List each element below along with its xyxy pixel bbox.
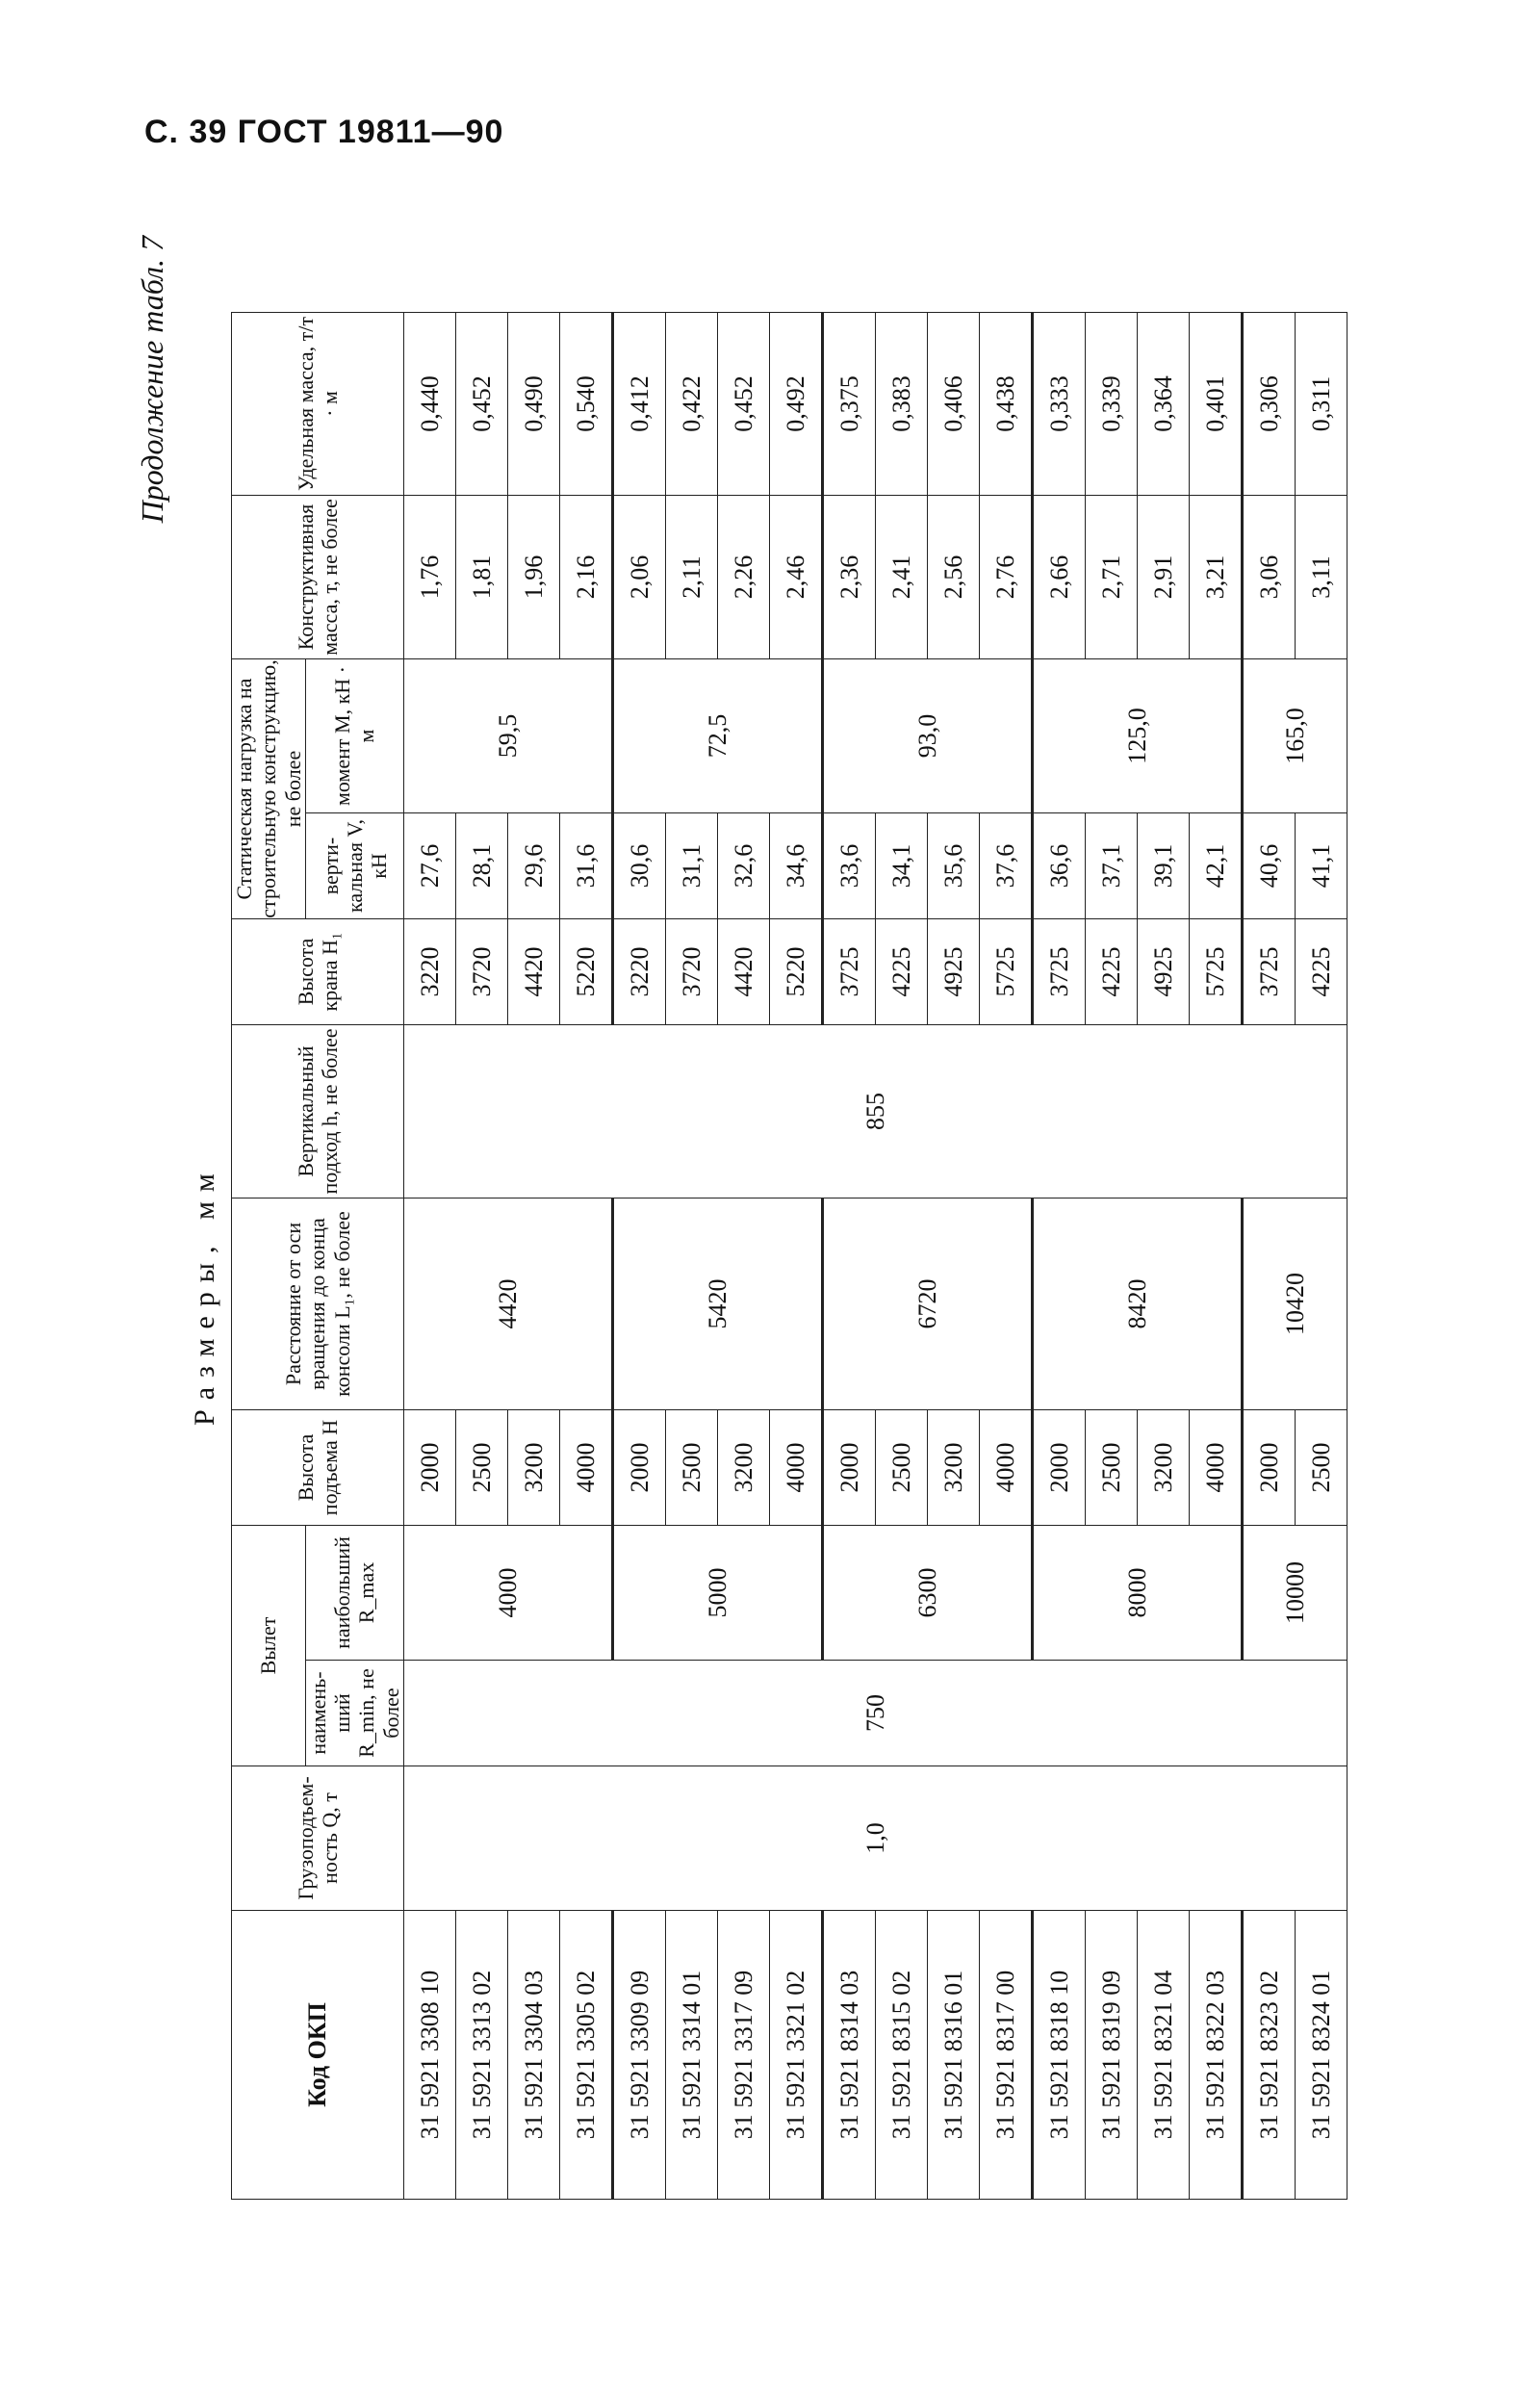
cell-structural-mass: 2,66 xyxy=(1033,496,1086,659)
cell-code: 31 5921 3314 01 xyxy=(666,1911,718,2200)
cell-moment: 59,5 xyxy=(404,659,613,813)
cell-crane-height: 4420 xyxy=(718,919,770,1025)
cell-code: 31 5921 8324 01 xyxy=(1296,1911,1348,2200)
cell-distance-l1: 4420 xyxy=(404,1198,613,1410)
cell-reach-max: 10000 xyxy=(1243,1526,1348,1661)
cell-lift-height: 2500 xyxy=(1296,1410,1348,1526)
cell-lift-height: 3200 xyxy=(718,1410,770,1526)
cell-structural-mass: 3,21 xyxy=(1190,496,1243,659)
cell-moment: 165,0 xyxy=(1243,659,1348,813)
cell-crane-height: 3720 xyxy=(666,919,718,1025)
header-vertical-force: вертикальная V, кН xyxy=(305,813,403,919)
cell-vertical-force: 28,1 xyxy=(456,813,508,919)
cell-crane-height: 3725 xyxy=(823,919,876,1025)
header-reach-min: наименьший R_min, не более xyxy=(305,1661,403,1766)
cell-lift-height: 2000 xyxy=(404,1410,456,1526)
header-crane-height: Высота крана H₁ xyxy=(232,919,404,1025)
cell-lift-height: 2500 xyxy=(666,1410,718,1526)
header-capacity: Грузоподъемность Q, т xyxy=(232,1766,404,1911)
cell-lift-height: 3200 xyxy=(928,1410,980,1526)
table-caption: Продолжение табл. 7 xyxy=(135,236,169,524)
cell-reach-max: 5000 xyxy=(613,1526,823,1661)
table-row xyxy=(823,313,876,2200)
cell-vertical-force: 35,6 xyxy=(928,813,980,919)
cell-reach-max: 8000 xyxy=(1033,1526,1243,1661)
cell-crane-height: 4225 xyxy=(876,919,928,1025)
header-static-load: Статическая нагрузка на строительную конструкцию, не более xyxy=(232,659,305,918)
cell-structural-mass: 1,76 xyxy=(404,496,456,659)
cell-vertical-force: 34,6 xyxy=(770,813,823,919)
cell-code: 31 5921 3313 02 xyxy=(456,1911,508,2200)
cell-specific-mass: 0,364 xyxy=(1138,313,1190,496)
cell-reach-max: 6300 xyxy=(823,1526,1033,1661)
cell-lift-height: 2000 xyxy=(1243,1410,1296,1526)
cell-vertical-force: 30,6 xyxy=(613,813,666,919)
header-vertical-approach: Вертикальный подход h, не более xyxy=(232,1025,404,1198)
cell-specific-mass: 0,401 xyxy=(1190,313,1243,496)
rotated-table-area xyxy=(135,217,1434,2200)
cell-code: 31 5921 3317 09 xyxy=(718,1911,770,2200)
cell-structural-mass: 2,11 xyxy=(666,496,718,659)
table-row xyxy=(613,313,666,2200)
cell-specific-mass: 0,452 xyxy=(456,313,508,496)
cell-structural-mass: 2,41 xyxy=(876,496,928,659)
cell-capacity: 1,0 xyxy=(404,1766,1348,1911)
cell-structural-mass: 2,36 xyxy=(823,496,876,659)
cell-crane-height: 3725 xyxy=(1243,919,1296,1025)
cell-crane-height: 5725 xyxy=(980,919,1033,1025)
table-body xyxy=(404,313,1348,2200)
cell-specific-mass: 0,412 xyxy=(613,313,666,496)
header-moment: момент M, кН · м xyxy=(305,659,403,813)
dimensions-title: Размеры, мм xyxy=(189,1164,220,1426)
cell-crane-height: 4925 xyxy=(1138,919,1190,1025)
cell-structural-mass: 2,71 xyxy=(1086,496,1138,659)
table-row xyxy=(1033,313,1086,2200)
cell-specific-mass: 0,339 xyxy=(1086,313,1138,496)
cell-crane-height: 4925 xyxy=(928,919,980,1025)
header-specific-mass: Удельная масса, т/т · м xyxy=(232,313,404,496)
cell-lift-height: 2500 xyxy=(456,1410,508,1526)
header-row-1 xyxy=(232,313,306,2200)
cell-vertical-force: 31,1 xyxy=(666,813,718,919)
cell-code: 31 5921 3308 10 xyxy=(404,1911,456,2200)
cell-moment: 72,5 xyxy=(613,659,823,813)
cell-vertical-force: 32,6 xyxy=(718,813,770,919)
cell-structural-mass: 2,16 xyxy=(560,496,613,659)
cell-structural-mass: 3,06 xyxy=(1243,496,1296,659)
cell-distance-l1: 6720 xyxy=(823,1198,1033,1410)
cell-specific-mass: 0,311 xyxy=(1296,313,1348,496)
cell-distance-l1: 8420 xyxy=(1033,1198,1243,1410)
cell-specific-mass: 0,490 xyxy=(508,313,560,496)
rotated-content xyxy=(135,217,1434,2200)
cell-vertical-force: 31,6 xyxy=(560,813,613,919)
cell-crane-height: 3725 xyxy=(1033,919,1086,1025)
cell-moment: 125,0 xyxy=(1033,659,1243,813)
cell-reach-min: 750 xyxy=(404,1661,1348,1766)
cell-code: 31 5921 8321 04 xyxy=(1138,1911,1190,2200)
cell-specific-mass: 0,540 xyxy=(560,313,613,496)
header-lift-height: Высота подъема H xyxy=(232,1410,404,1526)
cell-code: 31 5921 3309 09 xyxy=(613,1911,666,2200)
cell-code: 31 5921 8322 03 xyxy=(1190,1911,1243,2200)
cell-lift-height: 4000 xyxy=(980,1410,1033,1526)
cell-crane-height: 4420 xyxy=(508,919,560,1025)
cell-crane-height: 3220 xyxy=(404,919,456,1025)
cell-vertical-force: 41,1 xyxy=(1296,813,1348,919)
cell-distance-l1: 10420 xyxy=(1243,1198,1348,1410)
header-code: Код ОКП xyxy=(232,1911,404,2200)
cell-crane-height: 5220 xyxy=(560,919,613,1025)
cell-vertical-force: 37,1 xyxy=(1086,813,1138,919)
cell-specific-mass: 0,306 xyxy=(1243,313,1296,496)
cell-distance-l1: 5420 xyxy=(613,1198,823,1410)
cell-lift-height: 3200 xyxy=(1138,1410,1190,1526)
cell-crane-height: 4225 xyxy=(1296,919,1348,1025)
table-row xyxy=(404,313,456,2200)
cell-lift-height: 4000 xyxy=(560,1410,613,1526)
cell-code: 31 5921 8319 09 xyxy=(1086,1911,1138,2200)
cell-structural-mass: 2,76 xyxy=(980,496,1033,659)
cell-code: 31 5921 8314 03 xyxy=(823,1911,876,2200)
cell-lift-height: 4000 xyxy=(770,1410,823,1526)
cell-lift-height: 2500 xyxy=(876,1410,928,1526)
cell-lift-height: 4000 xyxy=(1190,1410,1243,1526)
cell-structural-mass: 3,11 xyxy=(1296,496,1348,659)
cell-vertical-force: 36,6 xyxy=(1033,813,1086,919)
cell-reach-max: 4000 xyxy=(404,1526,613,1661)
cell-code: 31 5921 8316 01 xyxy=(928,1911,980,2200)
cell-structural-mass: 2,46 xyxy=(770,496,823,659)
cell-code: 31 5921 3305 02 xyxy=(560,1911,613,2200)
cell-vertical-force: 37,6 xyxy=(980,813,1033,919)
cell-lift-height: 3200 xyxy=(508,1410,560,1526)
cell-code: 31 5921 8317 00 xyxy=(980,1911,1033,2200)
cell-crane-height: 5725 xyxy=(1190,919,1243,1025)
cell-vertical-approach: 855 xyxy=(404,1025,1348,1198)
crane-spec-table xyxy=(231,312,1348,2200)
header-reach-max: наибольший R_max xyxy=(305,1526,403,1661)
cell-vertical-force: 40,6 xyxy=(1243,813,1296,919)
cell-code: 31 5921 3321 02 xyxy=(770,1911,823,2200)
cell-code: 31 5921 8315 02 xyxy=(876,1911,928,2200)
header-reach: Вылет xyxy=(232,1526,306,1766)
header-structural-mass: Конструктивная масса, т, не более xyxy=(232,496,404,659)
cell-vertical-force: 42,1 xyxy=(1190,813,1243,919)
cell-lift-height: 2000 xyxy=(823,1410,876,1526)
cell-specific-mass: 0,440 xyxy=(404,313,456,496)
cell-specific-mass: 0,492 xyxy=(770,313,823,496)
cell-crane-height: 4225 xyxy=(1086,919,1138,1025)
cell-vertical-force: 34,1 xyxy=(876,813,928,919)
cell-vertical-force: 39,1 xyxy=(1138,813,1190,919)
page-header: С. 39 ГОСТ 19811—90 xyxy=(144,114,504,150)
cell-structural-mass: 2,91 xyxy=(1138,496,1190,659)
header-distance-l1: Расстояние от оси вращения до конца консоли L₁, не более xyxy=(232,1198,404,1410)
cell-crane-height: 3220 xyxy=(613,919,666,1025)
cell-structural-mass: 1,96 xyxy=(508,496,560,659)
cell-code: 31 5921 8318 10 xyxy=(1033,1911,1086,2200)
cell-specific-mass: 0,383 xyxy=(876,313,928,496)
cell-specific-mass: 0,406 xyxy=(928,313,980,496)
cell-crane-height: 3720 xyxy=(456,919,508,1025)
cell-specific-mass: 0,333 xyxy=(1033,313,1086,496)
cell-specific-mass: 0,422 xyxy=(666,313,718,496)
cell-specific-mass: 0,438 xyxy=(980,313,1033,496)
cell-lift-height: 2000 xyxy=(1033,1410,1086,1526)
cell-vertical-force: 29,6 xyxy=(508,813,560,919)
table-row xyxy=(1243,313,1296,2200)
cell-specific-mass: 0,452 xyxy=(718,313,770,496)
cell-lift-height: 2500 xyxy=(1086,1410,1138,1526)
cell-code: 31 5921 8323 02 xyxy=(1243,1911,1296,2200)
cell-vertical-force: 27,6 xyxy=(404,813,456,919)
cell-code: 31 5921 3304 03 xyxy=(508,1911,560,2200)
cell-structural-mass: 1,81 xyxy=(456,496,508,659)
cell-specific-mass: 0,375 xyxy=(823,313,876,496)
cell-structural-mass: 2,26 xyxy=(718,496,770,659)
cell-crane-height: 5220 xyxy=(770,919,823,1025)
cell-moment: 93,0 xyxy=(823,659,1033,813)
cell-lift-height: 2000 xyxy=(613,1410,666,1526)
cell-structural-mass: 2,06 xyxy=(613,496,666,659)
cell-vertical-force: 33,6 xyxy=(823,813,876,919)
cell-structural-mass: 2,56 xyxy=(928,496,980,659)
